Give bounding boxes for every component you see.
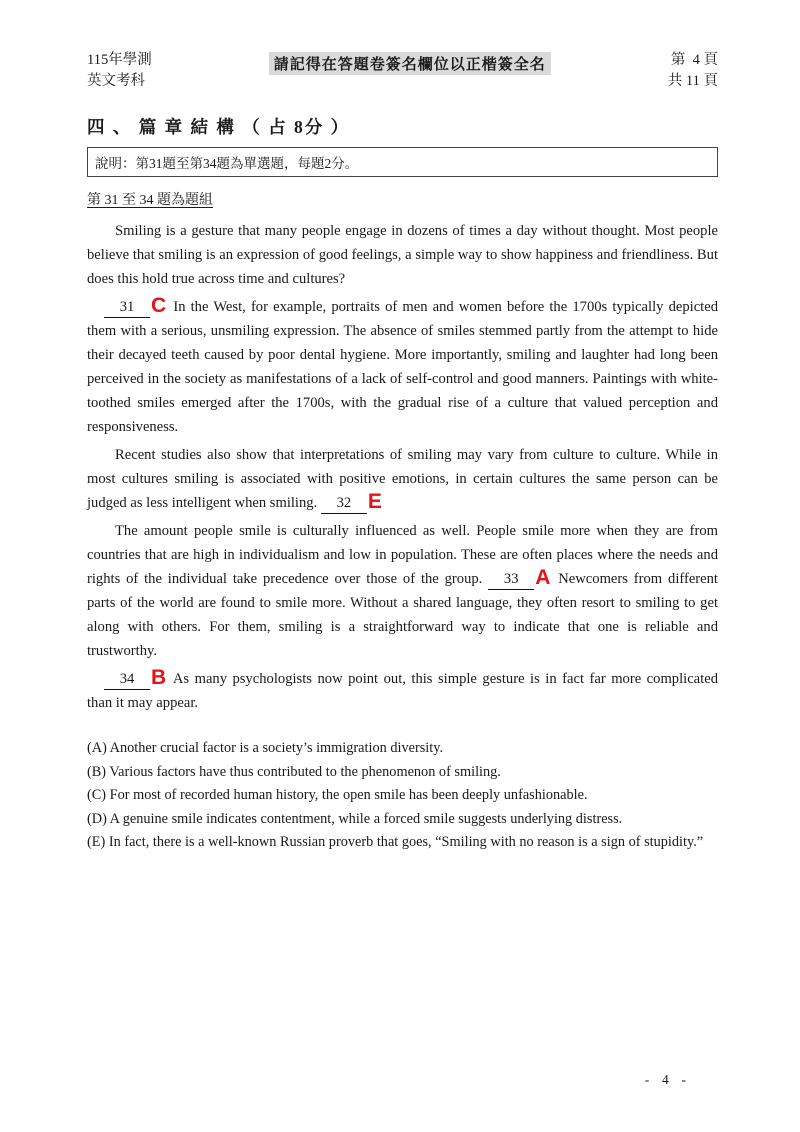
handwritten-answer-33: A	[535, 566, 551, 589]
page-header	[87, 50, 718, 92]
blank-31	[104, 297, 150, 318]
option-b-label: (B)	[87, 763, 107, 780]
section-title: 四 、 篇 章 結 構 （ 占 8分 ）	[87, 117, 351, 137]
header-right	[668, 50, 718, 92]
option-a	[87, 737, 718, 761]
instruction-box	[87, 147, 718, 177]
option-a-label: (A)	[87, 740, 107, 756]
paragraph-3	[87, 443, 718, 515]
paragraph-4	[87, 519, 718, 663]
paragraph-2-text: In the West, for example, portraits of men and women before the 1700s typically depicted them with a serious, unsmiling expression. The absence of smiles stemmed partly from the attempt to hide their decayed teeth caused by poor dental hygiene. More importantly, smiling and laughter had long been perceived in the society as manifestations of a lack of self-control and good manners. Paintings with white-toothed smiles emerged after the 1700s, with the gradual rise of a culture that valued perception and responsiveness.	[87, 299, 718, 435]
option-d	[87, 808, 718, 832]
exam-year-label: 115年學測	[87, 52, 152, 68]
handwritten-answer-34: B	[151, 666, 167, 689]
page-current-label: 第 4 頁	[670, 52, 718, 68]
signature-notice: 請記得在答題卷簽名欄位以正楷簽全名	[269, 52, 551, 75]
paragraph-4-text-after: Newcomers from different parts of the world are found to smile more. Without a shared language, they often resort to smiling to get along with others. For them, smiling is a straightforward way to indicate that one is reliable and trustworthy.	[87, 571, 718, 659]
blank-34-number: 34	[119, 671, 135, 687]
paragraph-2	[87, 295, 718, 439]
option-e	[87, 831, 718, 855]
paragraph-5-text: As many psychologists now point out, this simple gesture is in fact far more complicated than it may appear.	[87, 671, 718, 711]
option-c-label: (C)	[87, 787, 107, 803]
paragraph-4-text-before: The amount people smile is culturally influenced as well. People smile more when they are from countries that are high in individualism and low in population. These are often places where the needs and rights of the individual take precedence over those of the group.	[87, 523, 718, 587]
reading-passage	[87, 219, 718, 715]
page-total-label: 共 11 頁	[667, 73, 718, 89]
footer-page-number: - 4 -	[644, 1072, 688, 1087]
header-left	[87, 50, 152, 92]
paragraph-5	[87, 667, 718, 715]
option-b	[87, 761, 718, 785]
blank-31-number: 31	[119, 299, 135, 315]
option-a-text: Another crucial factor is a society’s immigration diversity.	[109, 740, 444, 756]
paragraph-1-text: Smiling is a gesture that many people engage in dozens of times a day without thought. Most people believe that smiling is an expression of good feelings, a simple way to show happiness and friendliness. But does this hold true across time and cultures?	[87, 223, 718, 287]
paragraph-3-text: Recent studies also show that interpretations of smiling may vary from culture to culture. While in most cultures smiling is associated with positive emotions, in certain cultures the same person can be judged as less intelligent when smiling.	[87, 447, 718, 511]
answer-options	[87, 737, 718, 855]
blank-32	[321, 493, 367, 514]
option-e-text: In fact, there is a well-known Russian proverb that goes, “Smiling with no reason is a sign of stupidity.”	[108, 834, 704, 850]
paragraph-1	[87, 219, 718, 291]
option-d-text: A genuine smile indicates contentment, while a forced smile suggests underlying distress.	[109, 810, 623, 827]
instruction-text: 說明：第31題至第34題為單選題，每題2分。	[95, 156, 359, 171]
blank-33-number: 33	[503, 571, 519, 587]
option-b-text: Various factors have thus contributed to the phenomenon of smiling.	[109, 763, 501, 780]
option-c-text: For most of recorded human history, the open smile has been deeply unfashionable.	[109, 787, 588, 803]
handwritten-answer-31: C	[151, 294, 167, 317]
blank-33	[488, 569, 534, 590]
option-c	[87, 784, 718, 808]
blank-32-number: 32	[336, 495, 352, 511]
subject-label: 英文考科	[87, 73, 145, 89]
question-group-heading: 第 31 至 34 題為題組	[87, 193, 213, 208]
option-d-label: (D)	[87, 810, 107, 827]
handwritten-answer-32: E	[367, 490, 382, 513]
option-e-label: (E)	[87, 834, 106, 850]
blank-34	[104, 669, 150, 690]
